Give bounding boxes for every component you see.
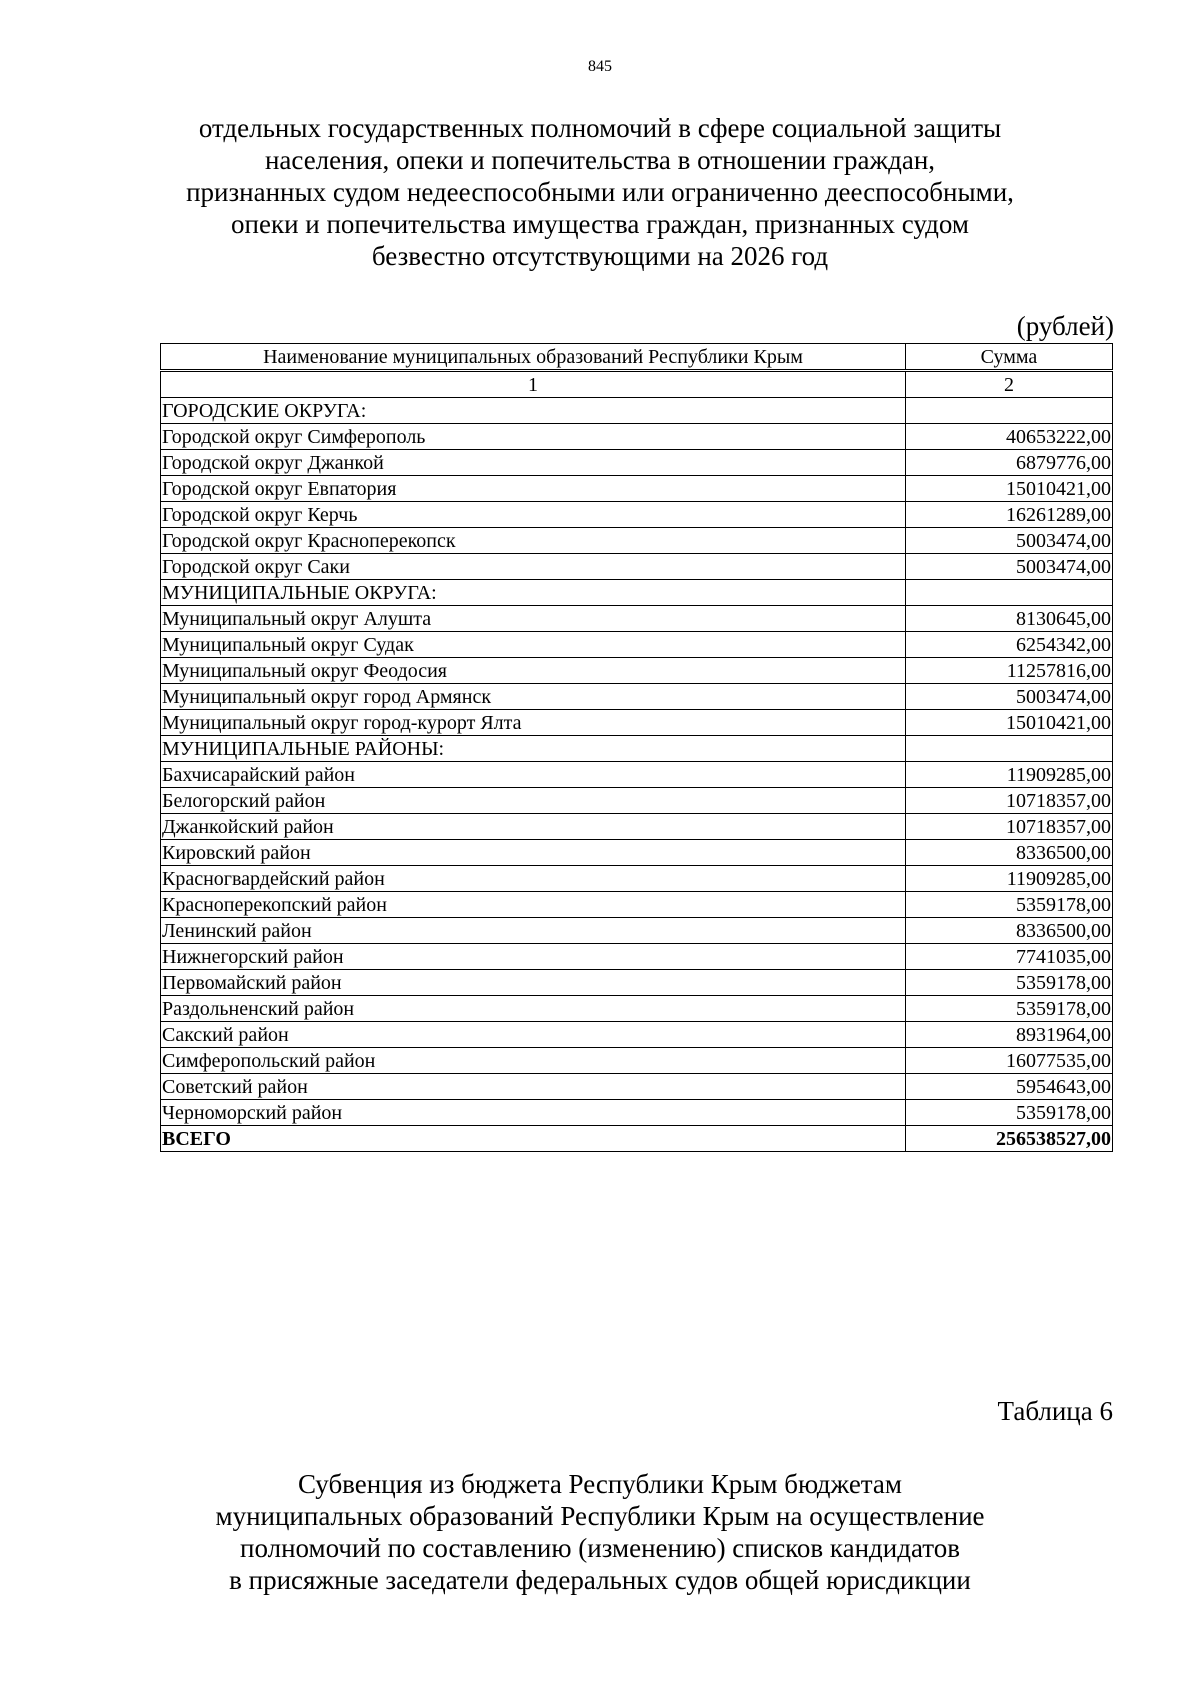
municipality-name: Кировский район	[161, 840, 906, 866]
municipality-name: МУНИЦИПАЛЬНЫЕ РАЙОНЫ:	[161, 736, 906, 762]
subvention-amount: 5003474,00	[906, 684, 1113, 710]
table-row	[161, 606, 1113, 632]
table-row	[161, 970, 1113, 996]
subvention-amount: 8336500,00	[906, 918, 1113, 944]
column-number-row	[161, 371, 1113, 398]
heading-line: отдельных государственных полномочий в сфере социальной защиты	[198, 113, 1002, 143]
table-row	[161, 710, 1113, 736]
header-amount: Сумма	[906, 344, 1113, 371]
total-row	[161, 1126, 1113, 1152]
table-row	[161, 996, 1113, 1022]
table-row	[161, 866, 1113, 892]
municipality-name: Городской округ Евпатория	[161, 476, 906, 502]
table-header-row	[161, 344, 1113, 371]
subvention-amount: 5359178,00	[906, 970, 1113, 996]
subvention-amount: 8336500,00	[906, 840, 1113, 866]
table-row	[161, 658, 1113, 684]
municipality-name: ВСЕГО	[161, 1126, 906, 1152]
section-header-row	[161, 736, 1113, 762]
subvention-amount: 5954643,00	[906, 1074, 1113, 1100]
subvention-amount: 7741035,00	[906, 944, 1113, 970]
next-heading-line: Субвенция из бюджета Республики Крым бюджетам	[297, 1469, 903, 1499]
table-row	[161, 1048, 1113, 1074]
table-row	[161, 684, 1113, 710]
column-number-1: 1	[161, 371, 906, 398]
municipality-name: Муниципальный округ Судак	[161, 632, 906, 658]
next-heading-line: полномочий по составлению (изменению) списков кандидатов	[240, 1533, 960, 1563]
table-row	[161, 554, 1113, 580]
page-number: 845	[588, 58, 612, 75]
municipality-name: Городской округ Красноперекопск	[161, 528, 906, 554]
subvention-amount: 16077535,00	[906, 1048, 1113, 1074]
table-heading	[100, 112, 1100, 272]
subvention-amount	[906, 398, 1113, 424]
subvention-amount: 5359178,00	[906, 996, 1113, 1022]
next-heading-line: муниципальных образований Республики Крым на осуществление	[215, 1501, 985, 1531]
subvention-amount: 5359178,00	[906, 892, 1113, 918]
table-row	[161, 424, 1113, 450]
header-name: Наименование муниципальных образований Республики Крым	[161, 344, 906, 371]
subvention-amount: 6879776,00	[906, 450, 1113, 476]
section-header-row	[161, 580, 1113, 606]
subvention-amount: 5359178,00	[906, 1100, 1113, 1126]
column-number-2: 2	[906, 371, 1113, 398]
table-row	[161, 450, 1113, 476]
municipality-name: Муниципальный округ Феодосия	[161, 658, 906, 684]
next-table-caption: Таблица 6	[997, 1396, 1113, 1426]
table-row	[161, 1100, 1113, 1126]
municipality-name: Городской округ Керчь	[161, 502, 906, 528]
heading-line: населения, опеки и попечительства в отношении граждан,	[264, 145, 936, 175]
units-label: (рублей)	[1016, 311, 1114, 341]
subvention-amount	[906, 736, 1113, 762]
municipality-name: Городской округ Симферополь	[161, 424, 906, 450]
heading-line: опеки и попечительства имущества граждан, признанных судом	[231, 209, 969, 239]
subvention-amount: 11257816,00	[906, 658, 1113, 684]
municipality-name: Муниципальный округ город-курорт Ялта	[161, 710, 906, 736]
subvention-amount: 10718357,00	[906, 814, 1113, 840]
subvention-amount: 10718357,00	[906, 788, 1113, 814]
table-row	[161, 1022, 1113, 1048]
subvention-amount: 6254342,00	[906, 632, 1113, 658]
table-row	[161, 502, 1113, 528]
table-row	[161, 476, 1113, 502]
subvention-amount: 15010421,00	[906, 710, 1113, 736]
municipality-name: Раздольненский район	[161, 996, 906, 1022]
subvention-amount: 5003474,00	[906, 528, 1113, 554]
municipality-name: Городской округ Джанкой	[161, 450, 906, 476]
subvention-amount: 40653222,00	[906, 424, 1113, 450]
table-row	[161, 632, 1113, 658]
municipality-name: Красноперекопский район	[161, 892, 906, 918]
table-row	[161, 892, 1113, 918]
subvention-amount: 15010421,00	[906, 476, 1113, 502]
municipality-name: Нижнегорский район	[161, 944, 906, 970]
subvention-amount: 16261289,00	[906, 502, 1113, 528]
municipality-name: Красногвардейский район	[161, 866, 906, 892]
heading-line: признанных судом недееспособными или ограниченно дееспособными,	[186, 177, 1014, 207]
table-row	[161, 762, 1113, 788]
subvention-amount: 11909285,00	[906, 762, 1113, 788]
municipality-name: Первомайский район	[161, 970, 906, 996]
subvention-amount: 8130645,00	[906, 606, 1113, 632]
section-header-row	[161, 398, 1113, 424]
subvention-amount	[906, 580, 1113, 606]
municipality-name: Советский район	[161, 1074, 906, 1100]
municipality-name: Белогорский район	[161, 788, 906, 814]
table-row	[161, 788, 1113, 814]
subvention-amount: 11909285,00	[906, 866, 1113, 892]
municipality-name: Симферопольский район	[161, 1048, 906, 1074]
municipality-name: Муниципальный округ город Армянск	[161, 684, 906, 710]
municipality-name: Джанкойский район	[161, 814, 906, 840]
municipality-name: Бахчисарайский район	[161, 762, 906, 788]
table-row	[161, 918, 1113, 944]
table-row	[161, 528, 1113, 554]
table-row	[161, 814, 1113, 840]
subvention-amount: 5003474,00	[906, 554, 1113, 580]
municipality-name: Муниципальный округ Алушта	[161, 606, 906, 632]
municipality-name: МУНИЦИПАЛЬНЫЕ ОКРУГА:	[161, 580, 906, 606]
municipality-name: Сакский район	[161, 1022, 906, 1048]
municipality-name: Ленинский район	[161, 918, 906, 944]
table-row	[161, 840, 1113, 866]
municipality-name: Городской округ Саки	[161, 554, 906, 580]
subvention-table	[160, 343, 1113, 1152]
next-heading-line: в присяжные заседатели федеральных судов общей юрисдикции	[229, 1565, 971, 1595]
municipality-name: Черноморский район	[161, 1100, 906, 1126]
table-row	[161, 944, 1113, 970]
municipality-name: ГОРОДСКИЕ ОКРУГА:	[161, 398, 906, 424]
subvention-amount: 8931964,00	[906, 1022, 1113, 1048]
next-table-heading	[100, 1468, 1100, 1596]
subvention-amount: 256538527,00	[906, 1126, 1113, 1152]
table-row	[161, 1074, 1113, 1100]
heading-line: безвестно отсутствующими на 2026 год	[371, 241, 829, 271]
